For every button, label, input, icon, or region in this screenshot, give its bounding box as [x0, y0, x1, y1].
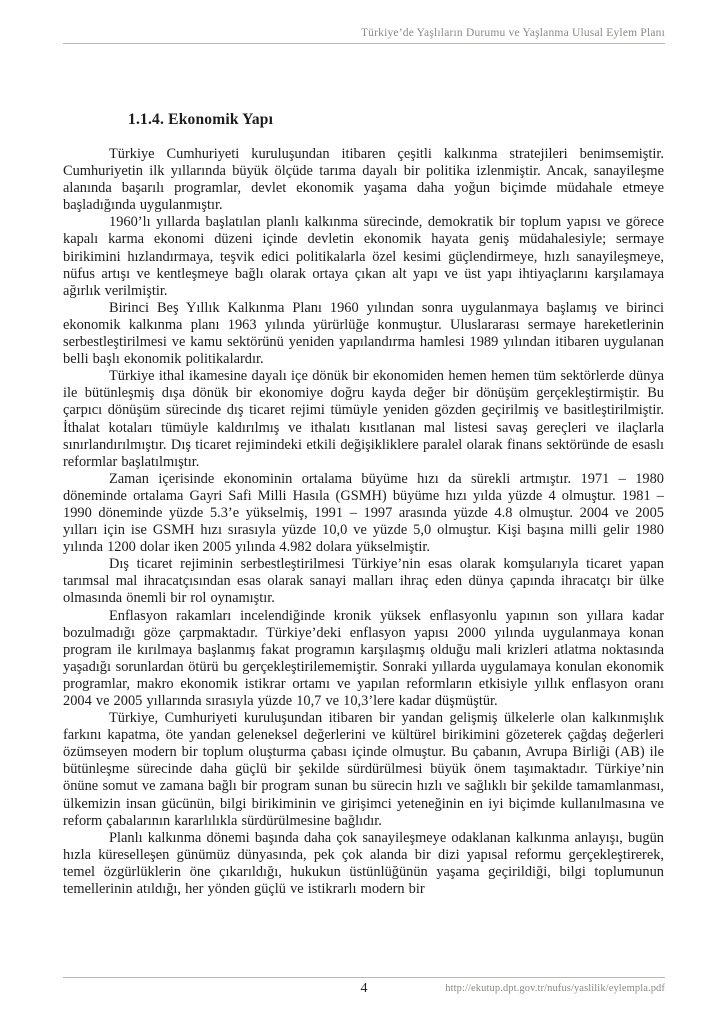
running-header-title: Türkiye’de Yaşlıların Durumu ve Yaşlanma Ulusal Eylem Planı: [360, 27, 665, 39]
paragraph: Birinci Beş Yıllık Kalkınma Planı 1960 yılından sonra uygulanmaya başlamış ve birinci ekonomik kalkınma planı 1963 yılında yürürlüğe konmuştur. Uluslararası sermaye hareketlerinin serbestleştirilmesi ve kamu sektörünü yeniden yapılandırma hamlesi 1989 yılından itibaren uygulanan belli başlı ekonomik politikalardır.: [63, 299, 664, 368]
paragraph: Türkiye, Cumhuriyeti kuruluşundan itibaren bir yandan gelişmiş ülkelerle olan kalkınmışlık farkını kapatma, öte yandan geleneksel değerlerini ve kültürel birikimini gözeterek çağdaş değerleri özümseyen modern bir toplum oluşturma çabası içinde olmuştur. Bu çabanın, Avrupa Birliği (AB) ile bütünleşme sürecinde daha güçlü bir şekilde sürdürülmesi büyük önem taşımaktadır. Türkiye’nin önüne somut ve zamana bağlı bir program sunan bu sürecin hızlı ve sağlıklı bir şekilde tamamlanması, ülkemizin insan gücünün, bilgi birikiminin ve girişimci yeteneğinin en iyi biçimde kullanılmasına ve reform çabalarının kararlılıkla sürdürülmesine bağlıdır.: [63, 710, 664, 829]
section-heading: 1.1.4. Ekonomik Yapı: [128, 111, 274, 128]
footer-row: [63, 980, 665, 1000]
paragraph: Türkiye Cumhuriyeti kuruluşundan itibaren çeşitli kalkınma stratejileri benimsemiştir. Cumhuriyetin ilk yıllarında büyük ölçüde tarıma dayalı bir politika izlenmiştir. Ancak, sanayileşme alanında başarılı programlar, devlet ekonomik yaşama daha yoğun biçimde müdahale etmeye başladığında uygulanmıştır.: [63, 146, 664, 214]
paragraph: Enflasyon rakamları incelendiğinde kronik yüksek enflasyonlu yapının son yıllara kadar bozulmadığı göze çarpmaktadır. Türkiye’deki enflasyon yapısı 2000 yılında uygulanmaya konan program ile kırılmaya başlanmış fakat programın karşılaşmış olduğu mali krizleri atlatma noktasında yaşadığı sorunlardan ötürü bu gerçekleştirilememiştir. Sonraki yıllarda uygulamaya konulan ekonomik programlar, makro ekonomik istikrar ortamı ve yapılan reformların etkisiyle yıllık enflasyon oranı 2004 ve 2005 yıllarında sırasıyla yüzde 10,7 ve 10,3’lere kadar düşmüştür.: [63, 607, 664, 709]
paragraph: Türkiye ithal ikamesine dayalı içe dönük bir ekonomiden hemen hemen tüm sektörlerde dünya ile bütünleşmiş dışa dönük bir ekonomiye doğru kayda değer bir dönüşüm gerçekleştirmiştir. Bu çarpıcı dönüşüm sürecinde dış ticaret rejimi tümüyle yeniden gözden geçirilmiş ve basitleştirilmiştir. İthalat kotaları tümüyle kaldırılmış ve ithalatı kısıtlanan mal listesi savaş gereçleri ve ilaçlarla sınırlandırılmıştır. Dış ticaret rejimindeki etkili değişikliklere paralel olarak finans sektöründe de esaslı reformlar başlatılmıştır.: [63, 368, 664, 470]
paragraph: Zaman içerisinde ekonominin ortalama büyüme hızı da sürekli artmıştır. 1971 – 1980 döneminde ortalama Gayri Safi Milli Hasıla (GSMH) büyüme hızı yılda yüzde 4 olmuştur. 1981 – 1990 döneminde yüzde 5.3’e yükselmiş, 1991 – 1997 arasında yüzde 4.8 olmuştur. 2004 ve 2005 yılları için ise GSMH hızı sırasıyla yüzde 10,0 ve yüzde 5,0 olmuştur. Kişi başına milli gelir 1980 yılında 1200 dolar iken 2005 yılında 4.982 dolara yükselmiştir.: [63, 470, 664, 556]
page-content: [63, 111, 664, 898]
paragraph: Planlı kalkınma dönemi başında daha çok sanayileşmeye odaklanan kalkınma anlayışı, bugün hızla küreselleşen günümüz dünyasında, pek çok alanda bir dizi yapısal reformu gerçekleştirerek, temel özgürlüklerin öne çıkarıldığı, hukukun üstünlüğünün yaşama geçirildiği, bilgi toplumunun temellerinin atıldığı, her yönden güçlü ve istikrarlı modern bir: [63, 829, 664, 898]
paragraph: 1960’lı yıllarda başlatılan planlı kalkınma sürecinde, demokratik bir toplum yapısı ve görece kapalı karma ekonomi düzeni içinde devletin ekonomik hayata geniş müdahalesiyle; sermaye birikimini hızlandırmaya, teşvik edici politikalarla özel kesimi güçlendirmeye, hızlı sanayileşmeye, nüfus artışı ve kentleşmeye bağlı olarak ortaya çıkan alt yapı ve üst yapı ihtiyaçlarını karşılamaya ağırlık verilmiştir.: [63, 214, 664, 299]
page-header: [63, 26, 665, 44]
footer-rule: [63, 977, 665, 978]
footer-url: http://ekutup.dpt.gov.tr/nufus/yaslilik/eylempla.pdf: [445, 983, 665, 994]
header-rule: [63, 43, 665, 44]
paragraph: Dış ticaret rejiminin serbestleştirilmesi Türkiye’nin esas olarak komşularıyla ticaret yapan tarımsal mal ihracatçısından esas olarak sanayi malları ihraç eden dünya çapında ihracatçı bir ülke olmasında önemli bir rol oynamıştır.: [63, 556, 664, 607]
page-footer: [63, 977, 665, 1000]
page-number: 4: [360, 981, 368, 996]
